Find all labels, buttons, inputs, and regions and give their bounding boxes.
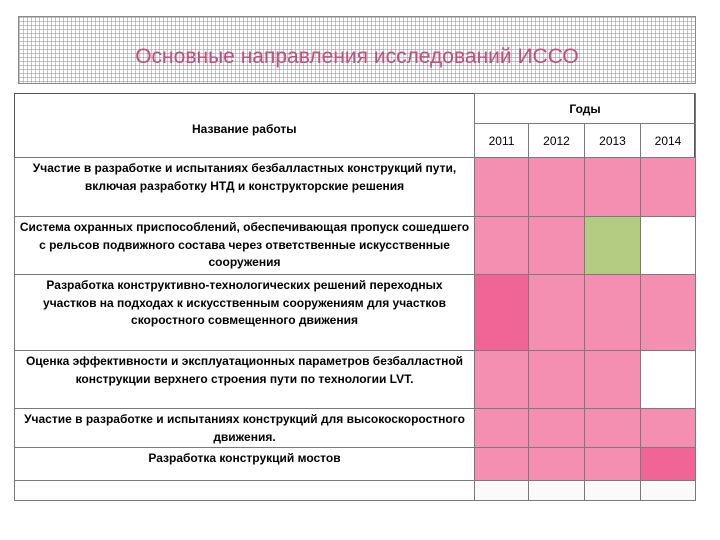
table-row — [15, 217, 696, 275]
year-cell — [641, 217, 696, 275]
year-cell — [475, 275, 529, 351]
year-cell — [641, 351, 696, 409]
year-cell — [585, 217, 641, 275]
year-cell — [529, 217, 585, 275]
table-row — [15, 275, 696, 351]
table-row — [15, 448, 696, 481]
year-2013-header: 2013 — [585, 124, 641, 158]
work-name: Оценка эффективности и эксплуатационных параметров безбалластной конструкции верхнего строения пути по технологии LVT. — [15, 351, 475, 409]
year-cell — [529, 275, 585, 351]
name-column-header: Название работы — [191, 121, 297, 136]
empty-cell — [529, 481, 585, 501]
work-name: Участие в разработке и испытаниях конструкций для высокоскоростного движения. — [15, 409, 475, 448]
work-name: Система охранных приспособлений, обеспечивающая пропуск сошедшего с рельсов подвижного состава через ответственные искусственные сооружения — [15, 217, 475, 275]
year-cell — [641, 448, 696, 481]
year-cell — [475, 448, 529, 481]
year-cell — [641, 409, 696, 448]
year-cell — [641, 275, 696, 351]
empty-cell — [475, 481, 529, 501]
years-header: Годы — [475, 94, 696, 124]
year-2012-header: 2012 — [529, 124, 585, 158]
table-row-empty — [15, 481, 696, 501]
empty-cell — [641, 481, 696, 501]
year-cell — [529, 448, 585, 481]
year-cell — [585, 351, 641, 409]
header-row-years — [15, 94, 696, 124]
year-cell — [529, 351, 585, 409]
year-cell — [641, 158, 696, 217]
work-name: Разработка конструктивно-технологических решений переходных участков на подходах к искусственным сооружениям для участков скоростного совмещенного движения — [15, 275, 475, 351]
page-title: Основные направления исследований ИССО — [135, 45, 579, 68]
year-cell — [475, 351, 529, 409]
table-row — [15, 409, 696, 448]
title-banner — [18, 16, 696, 84]
year-cell — [475, 409, 529, 448]
year-2014-header: 2014 — [641, 124, 696, 158]
research-schedule-table — [14, 93, 696, 501]
table-row — [15, 158, 696, 217]
year-cell — [585, 275, 641, 351]
empty-cell — [585, 481, 641, 501]
year-2011-header: 2011 — [475, 124, 529, 158]
year-cell — [475, 158, 529, 217]
year-cell — [585, 158, 641, 217]
year-cell — [529, 158, 585, 217]
year-cell — [585, 448, 641, 481]
work-name: Участие в разработке и испытаниях безбалластных конструкций пути, включая разработку НТД и конструкторские решения — [15, 158, 475, 217]
year-cell — [475, 217, 529, 275]
year-cell — [529, 409, 585, 448]
table-row — [15, 351, 696, 409]
work-name: Разработка конструкций мостов — [15, 448, 475, 481]
year-cell — [585, 409, 641, 448]
empty-cell — [15, 481, 475, 501]
